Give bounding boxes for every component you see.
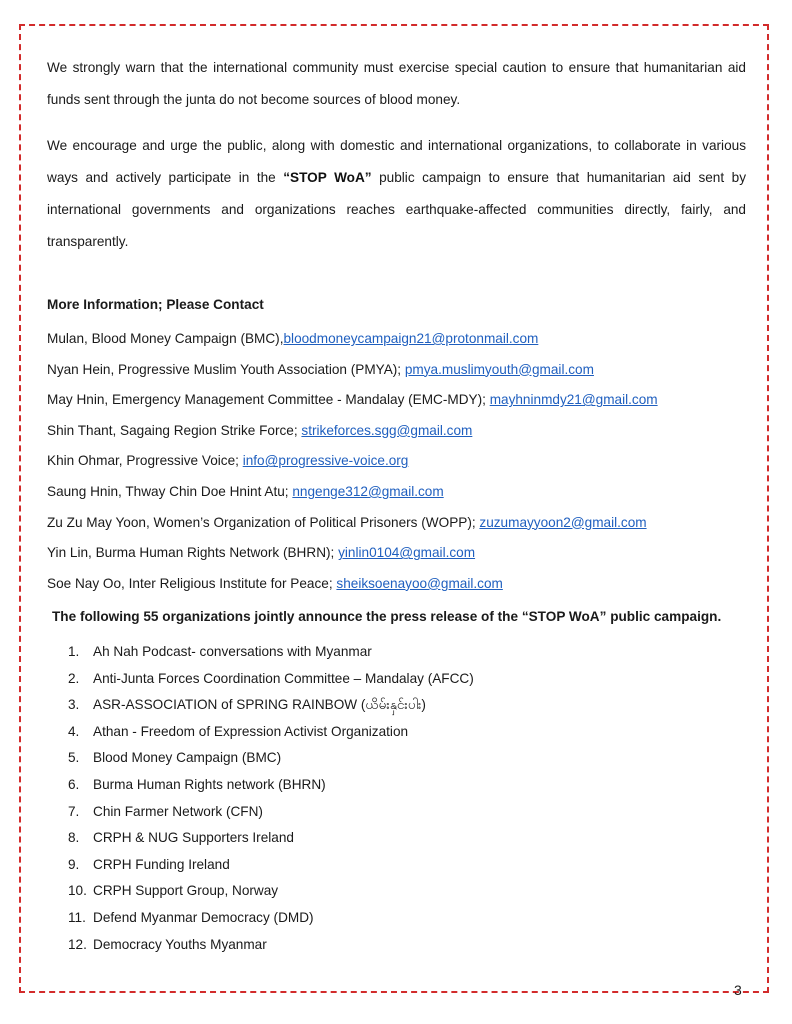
contact-item (47, 542, 658, 573)
contact-item (47, 573, 658, 604)
contact-email-link[interactable]: strikeforces.sgg@gmail.com (301, 422, 473, 438)
organization-number: 1. (68, 644, 80, 659)
contact-list (47, 328, 658, 603)
organization-item (68, 827, 474, 854)
organization-name: Chin Farmer Network (CFN) (93, 803, 263, 819)
organization-name: Anti-Junta Forces Coordination Committee – Mandalay (AFCC) (93, 670, 474, 686)
organization-item (68, 801, 474, 828)
organization-number: 9. (68, 856, 80, 872)
organization-name: CRPH Funding Ireland (93, 856, 230, 872)
contact-item (47, 512, 658, 543)
organization-name: Burma Human Rights network (BHRN) (93, 776, 326, 792)
organization-name: CRPH Support Group, Norway (93, 883, 279, 899)
contact-item (47, 420, 658, 451)
organization-number: 3. (68, 697, 80, 713)
organization-item (68, 721, 474, 748)
contact-name: Zu Zu May Yoon, Women’s Organization of Political Prisoners (WOPP); (47, 514, 480, 530)
contact-name: Shin Thant, Sagaing Region Strike Force; (47, 422, 302, 438)
organization-number: 7. (68, 803, 80, 819)
contact-name: Khin Ohmar, Progressive Voice; (47, 453, 243, 469)
contact-email-link[interactable]: pmya.muslimyouth@gmail.com (404, 361, 594, 377)
organization-name: Defend Myanmar Democracy (DMD) (93, 909, 314, 925)
campaign-paragraph (47, 130, 746, 258)
contact-email-link[interactable]: nngenge312@gmail.com (292, 483, 444, 499)
campaign-paragraph-text-2: public campaign to ensure that humanitarian aid sent by international governments and organizations reaches earthquake-affected communities directly, fairly, and transparently. (47, 170, 747, 249)
contact-email-link[interactable]: yinlin0104@gmail.com (338, 545, 476, 561)
contact-heading: More Information; Please Contact (47, 297, 264, 312)
contact-name: Yin Lin, Burma Human Rights Network (BHRN); (47, 545, 339, 561)
organization-item (68, 934, 474, 961)
organization-number: 6. (68, 776, 80, 792)
contact-email-link[interactable]: zuzumayyoon2@gmail.com (479, 514, 647, 530)
contact-name: Nyan Hein, Progressive Muslim Youth Association (PMYA); (47, 361, 405, 377)
warning-paragraph: We strongly warn that the international community must exercise special caution to ensure that humanitarian aid funds sent through the junta do not become sources of blood money. (47, 60, 746, 107)
organization-name: Athan - Freedom of Expression Activist Organization (93, 723, 409, 739)
contact-item (47, 359, 658, 390)
organization-name: ASR-ASSOCIATION of SPRING RAINBOW (ယိမ်းနှင်းပါး) (93, 697, 426, 713)
organization-name: Ah Nah Podcast- conversations with Myanmar (93, 644, 372, 659)
organizations-heading: The following 55 organizations jointly announce the press release of the “STOP WoA” public campaign. (52, 609, 722, 624)
campaign-paragraph-text-1: We encourage and urge the public, along with domestic and international organizations, to collaborate in various ways and actively participate in the (47, 138, 746, 185)
campaign-name: “STOP WoA” (283, 170, 372, 185)
organization-number: 12. (68, 936, 87, 952)
contact-name: Saung Hnin, Thway Chin Doe Hnint Atu; (47, 483, 293, 499)
contact-email-link[interactable]: bloodmoneycampaign21@protonmail.com (283, 331, 539, 346)
page-number: 3 (734, 982, 742, 998)
organization-number: 8. (68, 830, 80, 846)
organization-item (68, 694, 474, 721)
contact-item (47, 328, 658, 359)
contact-item (47, 450, 658, 481)
contact-email-link[interactable]: sheiksoenayoo@gmail.com (336, 575, 503, 591)
organization-item (68, 880, 474, 907)
organization-name: Democracy Youths Myanmar (93, 936, 267, 952)
organization-number: 11. (68, 909, 86, 925)
contact-name: Mulan, Blood Money Campaign (BMC), (47, 331, 284, 346)
contact-item (47, 389, 658, 420)
contact-email-link[interactable]: mayhninmdy21@gmail.com (489, 392, 658, 408)
organization-item (68, 854, 474, 881)
organization-item (68, 668, 474, 695)
contact-item (47, 481, 658, 512)
organization-name: CRPH & NUG Supporters Ireland (93, 830, 294, 846)
contact-name: Soe Nay Oo, Inter Religious Institute for Peace; (47, 575, 337, 591)
organization-number: 5. (68, 750, 80, 766)
organization-item (68, 641, 474, 668)
organization-item (68, 907, 474, 934)
organization-item (68, 747, 474, 774)
organization-name: Blood Money Campaign (BMC) (93, 750, 282, 766)
contact-name: May Hnin, Emergency Management Committee - Mandalay (EMC-MDY); (47, 392, 490, 408)
organization-number: 4. (68, 723, 80, 739)
contact-email-link[interactable]: info@progressive-voice.org (242, 453, 409, 469)
organization-item (68, 774, 474, 801)
organization-number: 10. (68, 883, 87, 899)
organization-list (68, 641, 474, 960)
organization-number: 2. (68, 670, 80, 686)
